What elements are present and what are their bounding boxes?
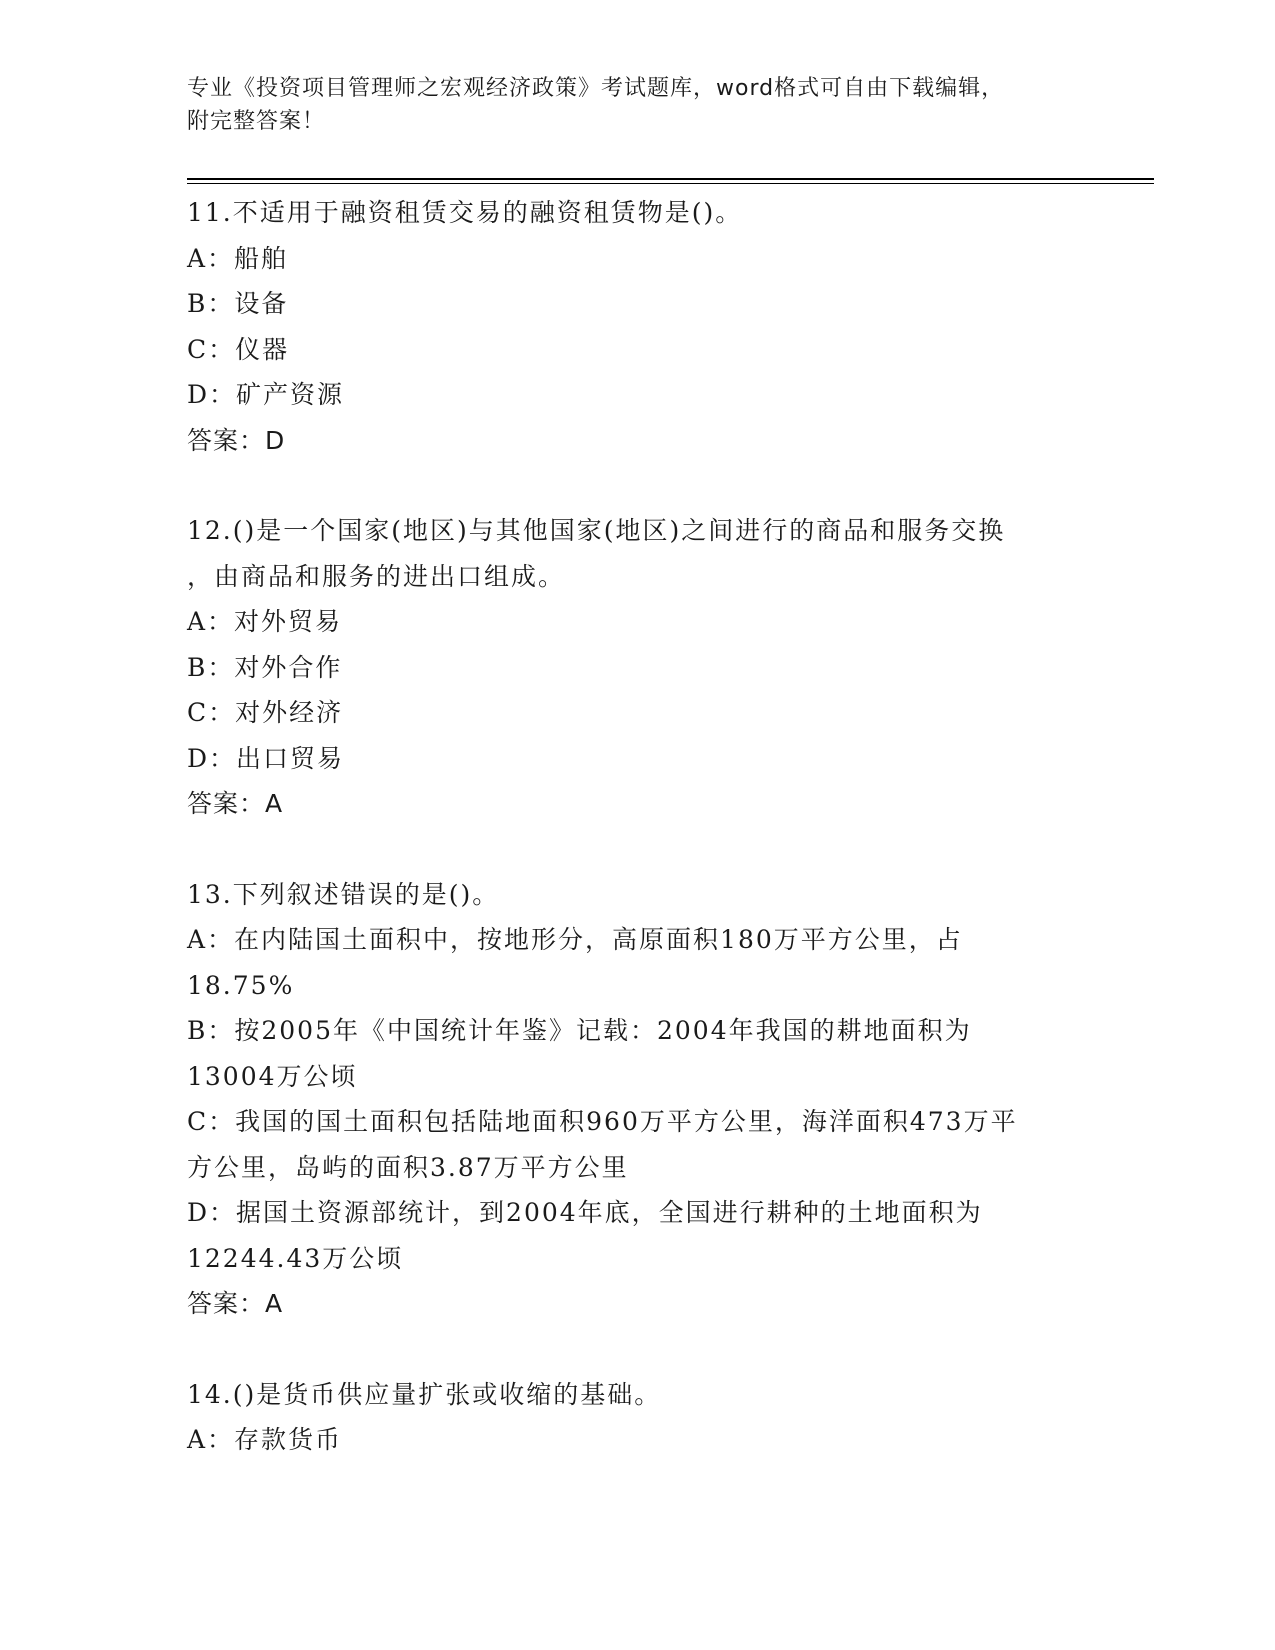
option-c-continued: 方公里，岛屿的面积3.87万平方公里	[187, 1152, 629, 1182]
option-b: B：对外合作	[187, 652, 343, 682]
answer: 答案：A	[187, 1289, 284, 1318]
option-b: B：按2005年《中国统计年鉴》记载：2004年我国的耕地面积为	[187, 1016, 972, 1045]
question-list	[187, 190, 1087, 1508]
header-divider-thin	[187, 183, 1154, 184]
option-a-continued: 18.75%	[187, 970, 295, 1000]
option-b: B：设备	[187, 289, 289, 318]
option-a: A：在内陆国土面积中，按地形分，高原面积180万平方公里，占	[187, 925, 963, 954]
question-stem: 14.()是货币供应量扩张或收缩的基础。	[187, 1379, 662, 1409]
question-stem-continued: ，由商品和服务的进出口组成。	[187, 561, 566, 591]
header-line-1: 专业《投资项目管理师之宏观经济政策》考试题库，word格式可自由下载编辑，	[187, 76, 1005, 101]
option-a: A：对外贸易	[187, 607, 343, 636]
question-stem: 12.()是一个国家(地区)与其他国家(地区)之间进行的商品和服务交换	[187, 516, 1006, 545]
question-13	[187, 872, 1087, 1327]
option-c: C：对外经济	[187, 698, 344, 727]
option-d: D：据国土资源部统计，到2004年底，全国进行耕种的土地面积为	[187, 1198, 983, 1227]
document-header	[187, 72, 1067, 138]
question-stem: 13.下列叙述错误的是()。	[187, 879, 500, 909]
header-line-2: 附完整答案！	[187, 109, 326, 134]
option-d-continued: 12244.43万公顷	[187, 1243, 404, 1273]
option-a: A：船舶	[187, 243, 289, 273]
option-d: D：矿产资源	[187, 380, 345, 409]
answer: 答案：A	[187, 789, 284, 818]
question-11	[187, 190, 1087, 463]
option-a: A：存款货币	[187, 1425, 343, 1454]
question-14	[187, 1372, 1087, 1463]
question-stem: 11.不适用于融资租赁交易的融资租赁物是()。	[187, 198, 743, 227]
option-c: C：仪器	[187, 334, 290, 364]
answer: 答案：D	[187, 425, 286, 455]
option-c: C：我国的国土面积包括陆地面积960万平方公里，海洋面积473万平	[187, 1107, 1018, 1136]
header-divider-thick	[187, 178, 1154, 180]
option-d: D：出口贸易	[187, 743, 345, 773]
option-b-continued: 13004万公顷	[187, 1061, 358, 1091]
question-12	[187, 508, 1087, 827]
